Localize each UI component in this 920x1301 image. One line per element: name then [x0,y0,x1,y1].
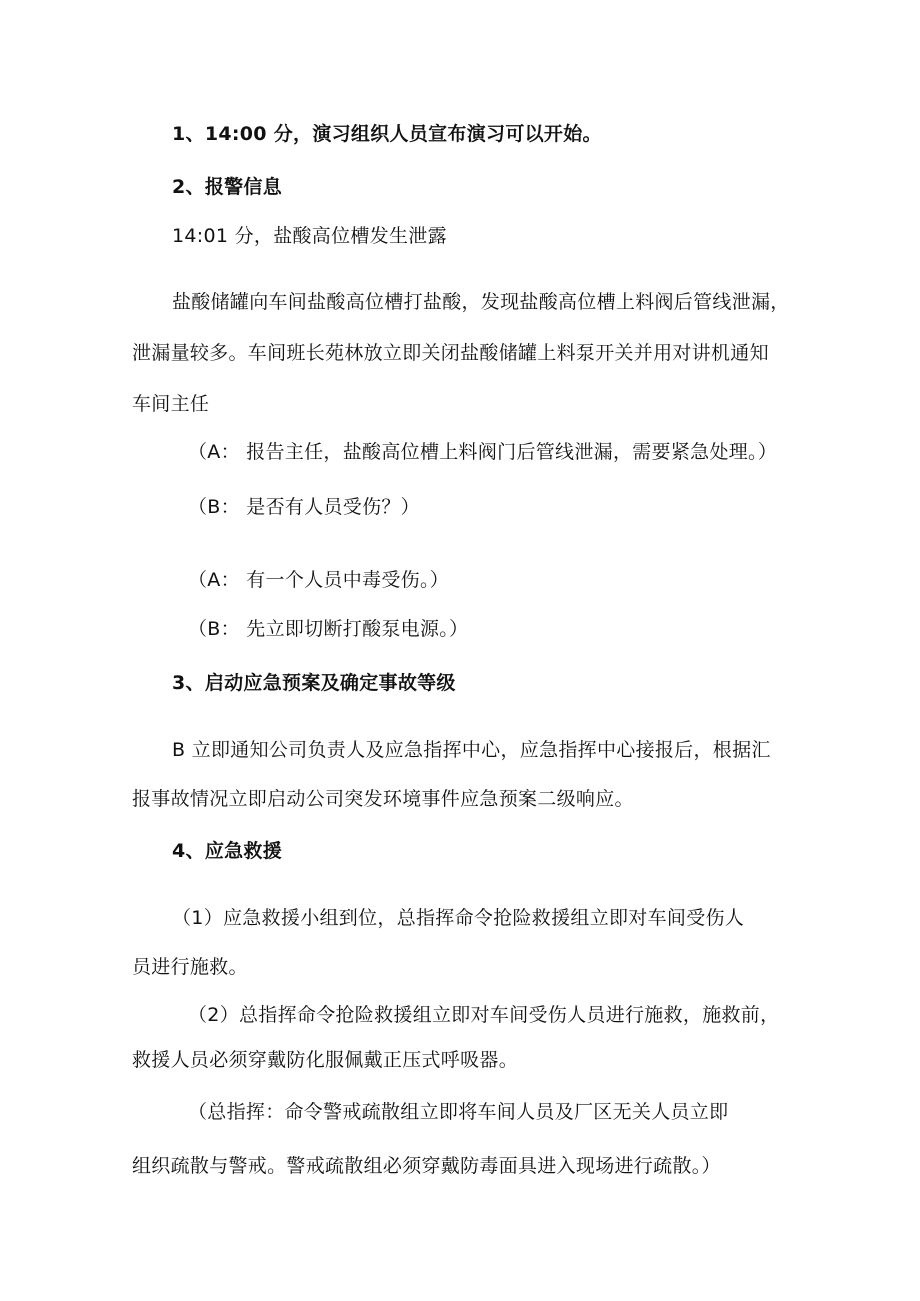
paragraph-line: B 立即通知公司负责人及应急指挥中心，应急指挥中心接报后，根据汇 [172,739,771,761]
dialog-line-b2: （B： 先立即切断打酸泵电源。） [188,618,469,640]
paragraph-line: 报事故情况立即启动公司突发环境事件应急预案二级响应。 [132,788,634,810]
paragraph-line: 车间主任 [132,393,210,415]
list-item-2-line: （2）总指挥命令抢险救援组立即对车间受伤人员进行施救，施救前， [188,1004,780,1026]
section-4-heading: 4、应急救援 [172,840,283,862]
dialog-line-a2: （A： 有一个人员中毒受伤。） [188,569,450,591]
dialog-line-a1: （A： 报告主任，盐酸高位槽上料阀门后管线泄漏，需要紧急处理。） [188,441,778,463]
section-2-heading: 2、报警信息 [172,176,283,198]
alarm-time-text: 14:01 分，盐酸高位槽发生泄露 [172,225,447,247]
dialog-line-b1: （B： 是否有人员受伤？） [188,496,420,518]
list-item-1-line: （1）应急救援小组到位，总指挥命令抢险救援组立即对车间受伤人 [172,907,745,929]
paragraph-line: 盐酸储罐向车间盐酸高位槽打盐酸，发现盐酸高位槽上料阀后管线泄漏， [172,291,790,313]
commander-note-line: 组织疏散与警戒。警戒疏散组必须穿戴防毒面具进入现场进行疏散。） [132,1155,721,1177]
section-3-heading: 3、启动应急预案及确定事故等级 [172,672,456,694]
list-item-1-line: 员进行施救。 [132,956,248,978]
commander-note-line: （总指挥：命令警戒疏散组立即将车间人员及厂区无关人员立即 [188,1101,729,1123]
paragraph-line: 泄漏量较多。车间班长苑林放立即关闭盐酸储罐上料泵开关并用对讲机通知 [132,342,769,364]
section-1-heading: 1、14:00 分，演习组织人员宣布演习可以开始。 [172,123,602,145]
list-item-2-line: 救援人员必须穿戴防化服佩戴正压式呼吸器。 [132,1049,519,1071]
